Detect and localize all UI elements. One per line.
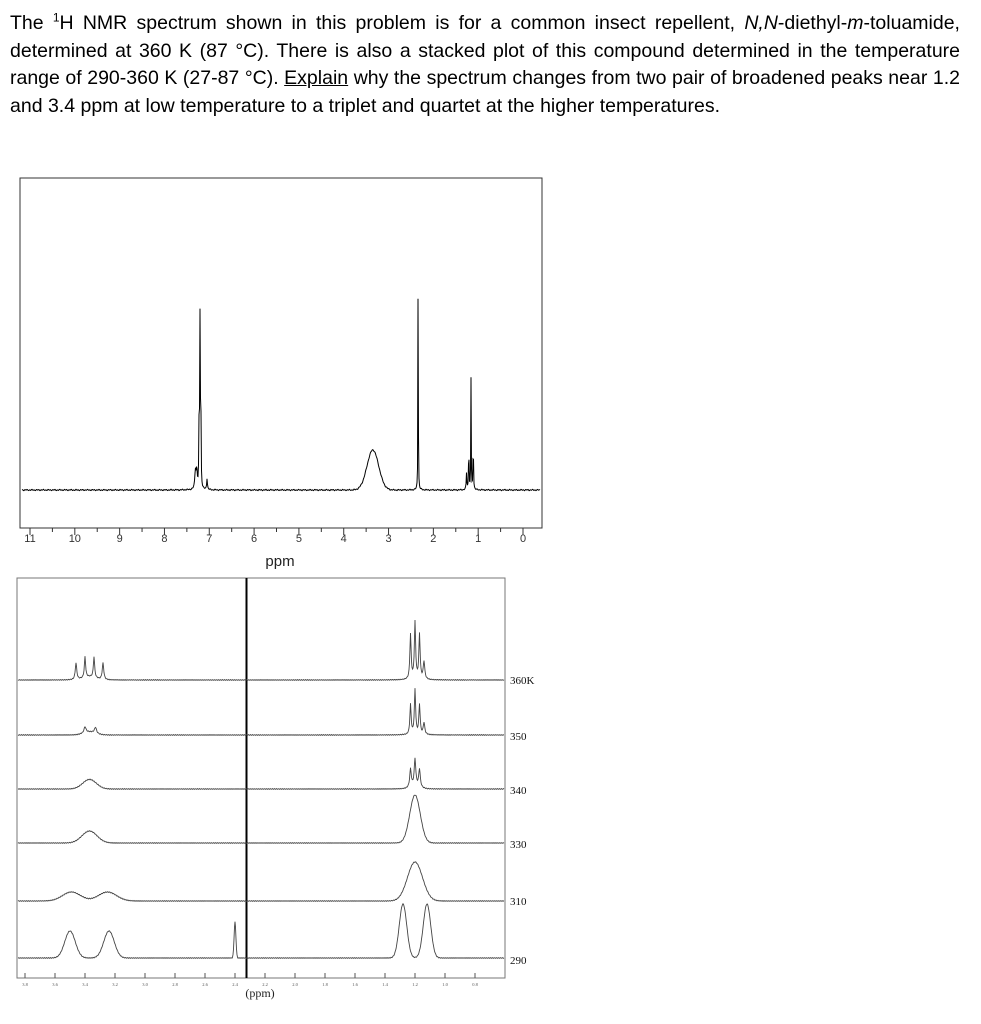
trace-290 xyxy=(18,904,504,959)
series-label: 290 xyxy=(510,955,527,967)
x-tick-label: 9 xyxy=(116,533,123,545)
x-tick-label: 3.2 xyxy=(112,982,118,987)
x-tick-label: 0 xyxy=(519,533,527,545)
trace-310 xyxy=(18,862,504,902)
x-tick-label: 5 xyxy=(295,533,302,545)
x-tick-label: 6 xyxy=(251,533,258,545)
x-tick-label: 3 xyxy=(385,533,392,545)
superscript-1: 1 xyxy=(52,10,60,25)
trace-350 xyxy=(18,688,504,735)
x-tick-label: 0.8 xyxy=(472,982,478,987)
question-text xyxy=(10,10,960,120)
x-tick-label: 11 xyxy=(24,533,36,545)
question-part: H NMR spectrum shown in this problem is for a common insect repellent, xyxy=(59,12,745,34)
spectrum-trace xyxy=(22,299,540,491)
spectrum-frame xyxy=(20,178,542,528)
trace-360k xyxy=(18,620,504,680)
question-part: -diethyl- xyxy=(777,12,848,34)
x-axis-label: (ppm) xyxy=(245,986,275,1000)
explain-word: Explain xyxy=(284,67,349,89)
x-tick-label: 8 xyxy=(161,533,168,545)
compound-italic: N,N xyxy=(744,12,778,34)
x-tick-label: 3.8 xyxy=(22,982,28,987)
x-tick-label: 2.8 xyxy=(172,982,178,987)
x-tick-label: 1.4 xyxy=(382,982,388,987)
x-tick-label: 10 xyxy=(68,533,81,545)
series-label: 340 xyxy=(510,785,527,797)
x-tick-label: 1.2 xyxy=(412,982,418,987)
x-tick-label: 1.0 xyxy=(442,982,448,987)
x-tick-label: 2.4 xyxy=(232,982,238,987)
question-part: The xyxy=(10,12,53,34)
x-tick-label: 7 xyxy=(206,533,213,545)
series-label: 350 xyxy=(510,731,527,743)
x-tick-label: 4 xyxy=(340,533,347,545)
compound-italic: m xyxy=(847,12,864,34)
x-tick-label: 1 xyxy=(475,533,482,545)
series-label: 330 xyxy=(510,839,527,851)
x-tick-label: 1.8 xyxy=(322,982,328,987)
x-axis-label: ppm xyxy=(265,553,295,570)
series-label: 310 xyxy=(510,896,527,908)
x-tick-label: 3.6 xyxy=(52,982,58,987)
question-part: why the spectrum changes from two pair of broadened peaks near 1.2 and 3.4 ppm at low temperature to a triplet and quartet at the higher temperatures. xyxy=(10,67,960,117)
nmr-spectrum-360k xyxy=(0,168,560,578)
x-tick-label: 2 xyxy=(430,533,437,545)
question-part: -toluamide, determined at 360 K (87 °C). There is also a stacked plot of this compound determined in the temperature range of 290-360 K (27-87 °C). xyxy=(10,12,960,89)
x-tick-label: 2.2 xyxy=(262,982,268,987)
stacked-frame xyxy=(17,578,505,978)
trace-330 xyxy=(18,795,504,843)
x-tick-label: 2.6 xyxy=(202,982,208,987)
x-tick-label: 2.0 xyxy=(292,982,298,987)
stacked-plot-vt xyxy=(0,575,560,1005)
x-tick-label: 1.6 xyxy=(352,982,358,987)
x-tick-label: 3.4 xyxy=(82,982,88,987)
series-label: 360K xyxy=(510,675,535,687)
x-tick-label: 3.0 xyxy=(142,982,148,987)
trace-340 xyxy=(18,758,504,790)
